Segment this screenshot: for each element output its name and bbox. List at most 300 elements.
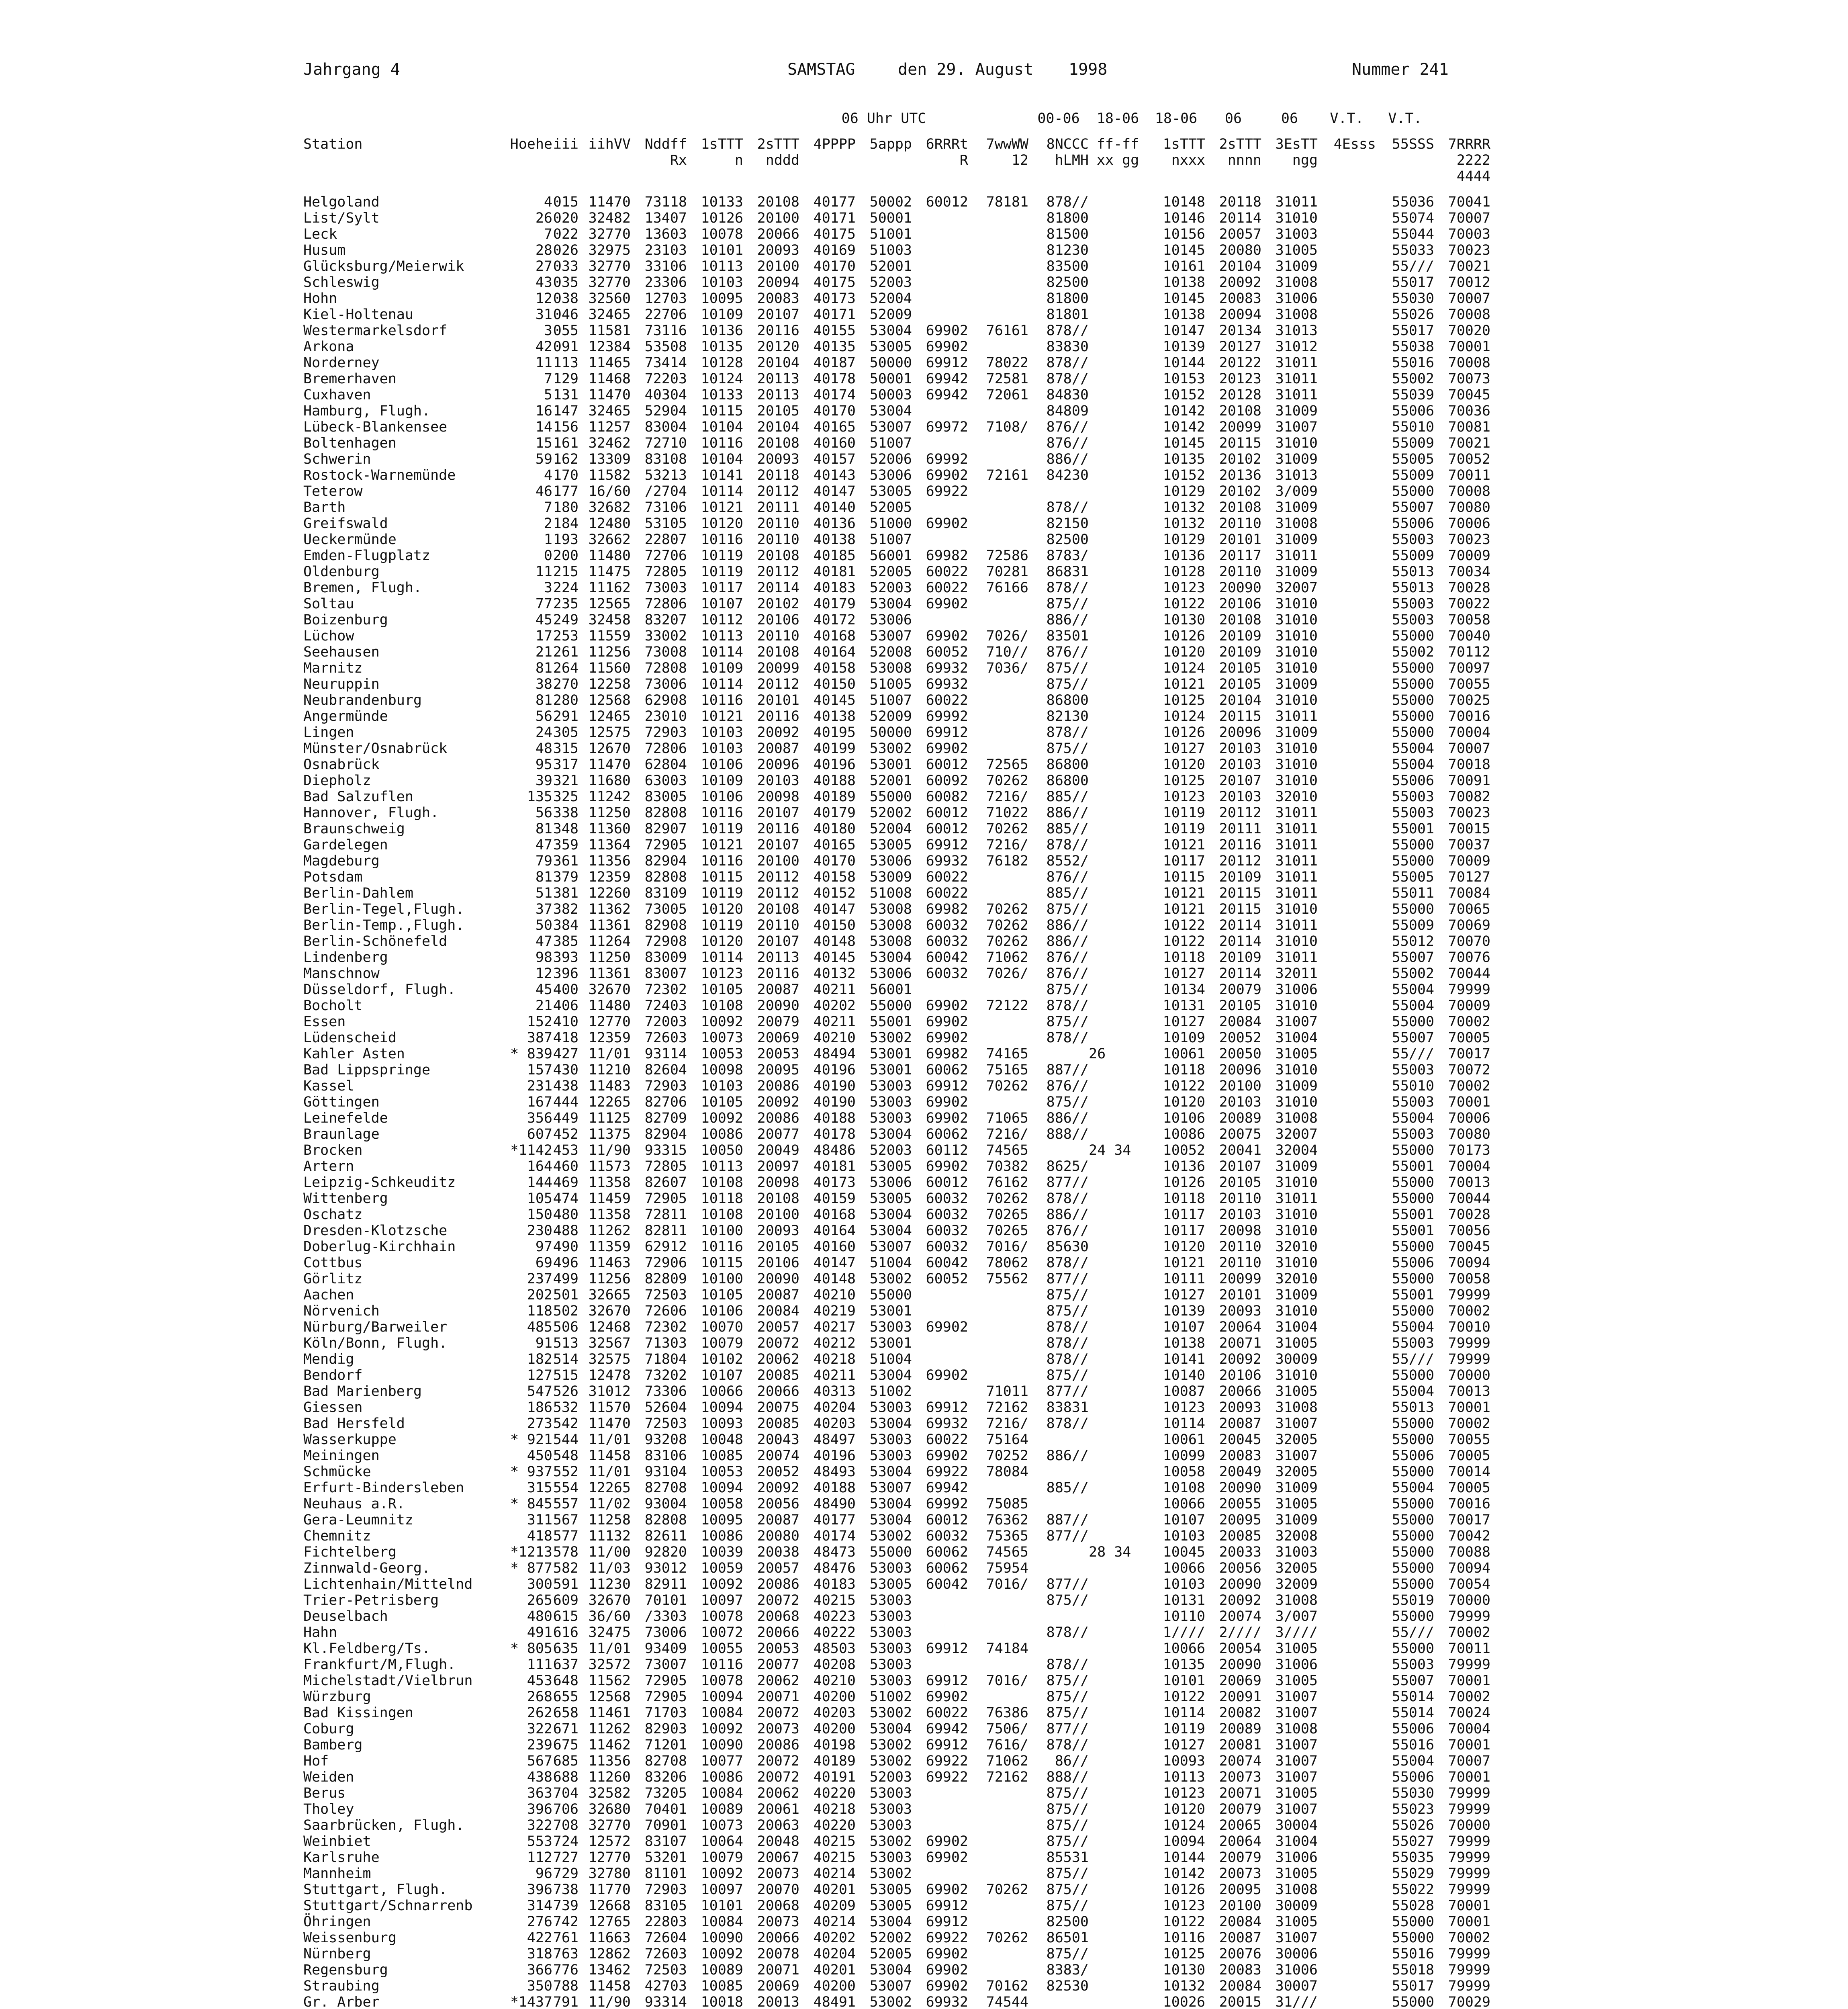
cell-clouds: 86800 [1046,692,1089,708]
cell-t1: 10106 [701,789,743,805]
cell-tmin: 20101 [1219,532,1261,548]
cell-clouds: 86501 [1046,1930,1089,1946]
cell-precip: 70028 [1448,580,1490,596]
cell-t1: 10141 [701,467,743,483]
cell-clouds: 885// [1046,885,1089,901]
cell-clouds: 876// [1046,966,1089,982]
cell-nddff: 73205 [644,1785,687,1801]
cell-rain: 69972 [926,419,968,435]
cell-rain: 69902 [926,1158,968,1174]
cell-tendency: 53005 [869,1898,912,1914]
cell-hoehe: 314 [527,1898,552,1914]
cell-iihvv: 32465 [588,403,631,419]
cell-hoehe: 311 [527,1512,552,1528]
cell-iii: 270 [553,676,579,692]
cell-clouds: 877// [1046,1271,1089,1287]
cell-hoehe: 15 [535,435,552,451]
cell-nddff: 93114 [644,1046,687,1062]
cell-t1: 10058 [701,1496,743,1512]
table-row [303,1158,1490,1174]
cell-rain: 69922 [926,1769,968,1785]
cell-iii: 035 [553,274,579,291]
cell-precip: 70004 [1448,1721,1490,1737]
cell-tmax: 10120 [1163,644,1205,660]
cell-iii: 460 [553,1158,579,1174]
cell-tmax: 10139 [1163,339,1205,355]
cell-weather: 72565 [986,757,1028,773]
cell-tmin: 20095 [1219,1882,1261,1898]
cell-t2: 20077 [757,1657,799,1673]
cell-sunshine: 55006 [1392,1448,1434,1464]
cell-weather [968,1608,1028,1624]
cell-tendency: 53001 [869,1046,912,1062]
cell-iii: 502 [553,1303,579,1319]
cell-precip: 70000 [1448,1592,1490,1608]
table-row [303,1062,1490,1078]
cell-precip: 79999 [1448,1849,1490,1866]
station-name: Hof [303,1753,329,1769]
cell-clouds: 875// [1046,901,1089,917]
cell-iihvv: 11559 [588,628,631,644]
cell-t2: 20038 [757,1544,799,1560]
station-cell [303,1833,506,1849]
cell-sunshine: 55003 [1392,532,1434,548]
cell-clouds: 84830 [1046,387,1089,403]
cell-ground: 31010 [1275,998,1318,1014]
cell-hoehe: 42 [535,339,552,355]
cell-tmax: 10153 [1163,371,1205,387]
table-row [303,1223,1490,1239]
table-row [303,982,1490,998]
cell-sunshine: 55017 [1392,274,1434,291]
cell-t2: 20106 [757,1255,799,1271]
cell-ground: 31011 [1275,355,1318,371]
cell-iii: 658 [553,1705,579,1721]
cell-tendency: 52008 [869,644,912,660]
cell-hoehe: 79 [535,853,552,869]
cell-rain [912,1866,968,1882]
cell-gust [1089,1399,1147,1416]
cell-pressure: 40171 [813,307,856,323]
cell-hoehe: 91 [535,1335,552,1351]
cell-ground: 31010 [1275,692,1318,708]
cell-nddff: 73003 [644,580,687,596]
cell-tmin: 20064 [1219,1833,1261,1849]
cell-precip: 70001 [1448,1673,1490,1689]
station-name: Wasserkuppe [303,1432,397,1448]
cell-nddff: 53105 [644,516,687,532]
cell-t1: 10095 [701,291,743,307]
cell-ground: 31007 [1275,1737,1318,1753]
cell-t2: 20078 [757,1946,799,1962]
cell-tendency: 53003 [869,1448,912,1464]
cell-ground: 31009 [1275,451,1318,467]
cell-nddff: 82904 [644,853,687,869]
cell-snow [1318,982,1376,998]
cell-tendency: 53003 [869,1078,912,1094]
cell-gust [1089,1207,1147,1223]
cell-clouds: 81800 [1046,210,1089,226]
cell-gust [1089,853,1147,869]
cell-ground: 31007 [1275,1689,1318,1705]
cell-ground: 31005 [1275,1673,1318,1689]
station-cell [303,966,506,982]
cell-t1: 10084 [701,1914,743,1930]
cell-t1: 10112 [701,612,743,628]
cell-weather: 70262 [986,933,1028,949]
cell-tmax: 10045 [1163,1544,1205,1560]
table-row [303,1207,1490,1223]
cell-precip: 70058 [1448,612,1490,628]
cell-clouds: 83501 [1046,628,1089,644]
cell-tmin: 20107 [1219,773,1261,789]
cell-t2: 20108 [757,548,799,564]
cell-tendency: 52004 [869,291,912,307]
station-cell [303,757,506,773]
cell-rain: 69942 [926,371,968,387]
col-t2: 2sTTT [757,136,799,152]
cell-precip: 70072 [1448,1062,1490,1078]
cell-snow [1318,1641,1376,1657]
cell-sunshine: 55000 [1392,628,1434,644]
cell-iii: 026 [553,242,579,258]
cell-snow [1318,1898,1376,1914]
cell-iii: 727 [553,1849,579,1866]
station-name: Ueckermünde [303,532,397,548]
cell-rain: 60022 [926,885,968,901]
cell-tmax: 10122 [1163,933,1205,949]
cell-clouds: 886// [1046,451,1089,467]
cell-precip: 70076 [1448,949,1490,966]
cell-gust [1089,982,1147,998]
cell-iii: 616 [553,1624,579,1641]
cell-t1: 10123 [701,966,743,982]
cell-hoehe: 1142 [518,1142,552,1158]
cell-gust [1089,917,1147,933]
cell-tmin: 20056 [1219,1560,1261,1576]
cell-clouds: 875// [1046,1287,1089,1303]
cell-precip: 70016 [1448,1496,1490,1512]
cell-iii: 384 [553,917,579,933]
cell-ground: 31008 [1275,274,1318,291]
cell-tmin: 20110 [1219,1239,1261,1255]
cell-precip: 79999 [1448,1946,1490,1962]
cell-hoehe: 12 [535,291,552,307]
cell-weather [968,1319,1028,1335]
cell-ground: 32008 [1275,1528,1318,1544]
cell-weather [968,532,1028,548]
cell-snow [1318,194,1376,210]
cell-t2: 20094 [757,274,799,291]
cell-tmin: 20103 [1219,741,1261,757]
cell-weather: 71011 [986,1383,1028,1399]
cell-clouds: 878// [1046,1624,1089,1641]
cell-clouds [1028,1994,1089,2009]
cell-tmin: 20111 [1219,821,1261,837]
cell-snow [1318,1576,1376,1592]
cell-t1: 10109 [701,773,743,789]
cell-snow [1318,917,1376,933]
cell-snow [1318,1399,1376,1416]
cell-tmin: 20098 [1219,1223,1261,1239]
cell-t1: 10116 [701,805,743,821]
cell-clouds [1028,1641,1089,1657]
cell-pressure: 40188 [813,773,856,789]
cell-pressure: 40201 [813,1962,856,1978]
cell-tmin: 20090 [1219,580,1261,596]
cell-hoehe: 81 [535,692,552,708]
cell-iihvv: 11/90 [588,1142,631,1158]
cell-tmax: 10136 [1163,1158,1205,1174]
station-cell [303,258,506,274]
cell-nddff: 62908 [644,692,687,708]
cell-tmin: 20089 [1219,1721,1261,1737]
cell-snow [1318,1689,1376,1705]
cell-sunshine: 55035 [1392,1849,1434,1866]
col-ground: 3EsTT [1275,136,1318,152]
table-row [303,998,1490,1014]
cell-tmax: 10123 [1163,1898,1205,1914]
cell-tmax: 10126 [1163,1882,1205,1898]
cell-tendency: 53005 [869,837,912,853]
cell-snow [1318,532,1376,548]
cell-snow [1318,998,1376,1014]
station-name: Marnitz [303,660,363,676]
cell-iihvv: 13462 [588,1962,631,1978]
cell-gust [1089,580,1147,596]
cell-t1: 10128 [701,355,743,371]
cell-pressure: 40181 [813,1158,856,1174]
cell-weather: 7016/ [986,1576,1028,1592]
cell-tmax: 10131 [1163,998,1205,1014]
cell-pressure: 40160 [813,435,856,451]
cell-iihvv: 32975 [588,242,631,258]
cell-hoehe: 96 [535,1866,552,1882]
cell-t2: 20110 [757,532,799,548]
cell-sunshine: 55022 [1392,1882,1434,1898]
cell-tmin: 20084 [1219,1978,1261,1994]
cell-nddff: 63003 [644,773,687,789]
cell-hoehe: 485 [527,1319,552,1335]
cell-pressure: 40152 [813,885,856,901]
cell-tendency: 53004 [869,1721,912,1737]
cell-tmax: 10142 [1163,419,1205,435]
cell-clouds: 875// [1046,1898,1089,1914]
cell-tendency: 53003 [869,1094,912,1110]
cell-iihvv: 12575 [588,724,631,741]
station-cell [303,933,506,949]
cell-t1: 10073 [701,1030,743,1046]
station-name: Münster/Osnabrück [303,741,448,757]
cell-hoehe: 24 [535,724,552,741]
cell-hoehe: 157 [527,1062,552,1078]
station-name: Osnabrück [303,757,380,773]
cell-iihvv: 11483 [588,1078,631,1094]
cell-tmin: 20041 [1219,1142,1261,1158]
cell-sunshine: 55007 [1392,499,1434,516]
cell-clouds: 878// [1046,1416,1089,1432]
table-row [303,1078,1490,1094]
cell-snow [1318,805,1376,821]
cell-iihvv: 32572 [588,1657,631,1673]
station-name: Diepholz [303,773,371,789]
table-row [303,1592,1490,1608]
cell-nddff: 83109 [644,885,687,901]
station-name: Neubrandenburg [303,692,422,708]
cell-ground: 31006 [1275,291,1318,307]
cell-iihvv: 11264 [588,933,631,949]
cell-snow [1318,1303,1376,1319]
cell-nddff: 93315 [644,1142,687,1158]
table-row [303,1560,1490,1576]
cell-tmax: 10061 [1163,1046,1205,1062]
cell-snow [1318,1335,1376,1351]
cell-precip: 70036 [1448,403,1490,419]
cell-iii: 393 [553,949,579,966]
cell-tmin: 20103 [1219,1207,1261,1223]
cell-pressure: 40211 [813,982,856,998]
table-row [303,1191,1490,1207]
station-cell [303,869,506,885]
cell-iii: 615 [553,1608,579,1624]
cell-tendency: 56001 [869,548,912,564]
mountain-station-marker: * [510,1560,519,1576]
station-cell [303,403,506,419]
cell-nddff: 33106 [644,258,687,274]
cell-hoehe: 480 [527,1608,552,1624]
cell-pressure: 40211 [813,1367,856,1383]
cell-tmax: 10136 [1163,548,1205,564]
cell-weather: 71022 [986,805,1028,821]
cell-ground: 31005 [1275,1641,1318,1657]
cell-precip: 70021 [1448,435,1490,451]
cell-gust [1089,1030,1147,1046]
cell-precip: 70070 [1448,933,1490,949]
cell-t2: 20057 [757,1560,799,1576]
cell-t2: 20106 [757,612,799,628]
table-row [303,1367,1490,1383]
table-row [303,773,1490,789]
cell-iii: 685 [553,1753,579,1769]
station-name: Manschnow [303,966,380,982]
cell-rain: 69902 [926,1319,968,1335]
cell-rain: 60032 [926,1239,968,1255]
cell-iii: 020 [553,210,579,226]
cell-t1: 10108 [701,1174,743,1191]
mountain-station-marker: * [510,1432,519,1448]
col-nddff-sub: Rx [670,152,687,168]
cell-sunshine: 55004 [1392,982,1434,998]
cell-tendency: 53002 [869,1866,912,1882]
table-row [303,1544,1490,1560]
cell-rain: 69992 [926,1496,968,1512]
cell-snow [1318,612,1376,628]
cell-iihvv: 12258 [588,676,631,692]
cell-rain: 60082 [926,789,968,805]
cell-t2: 20013 [757,1994,799,2009]
cell-snow [1318,1657,1376,1673]
cell-nddff: 52904 [644,403,687,419]
cell-t1: 10050 [701,1142,743,1158]
cell-iii: 577 [553,1528,579,1544]
cell-precip: 79999 [1448,982,1490,998]
cell-tendency: 53009 [869,869,912,885]
cell-tmin: 20083 [1219,1962,1261,1978]
cell-sunshine: 55000 [1392,1496,1434,1512]
cell-ground: 31004 [1275,1833,1318,1849]
cell-t2: 20063 [757,1817,799,1833]
cell-precip: 70004 [1448,1158,1490,1174]
cell-tmin: 20096 [1219,724,1261,741]
cell-iii: 161 [553,435,579,451]
table-row [303,949,1490,966]
cell-nddff: 73006 [644,676,687,692]
cell-precip: 79999 [1448,1608,1490,1624]
cell-gust [1089,998,1147,1014]
cell-nddff: 23103 [644,242,687,258]
cell-iihvv: 11470 [588,194,631,210]
cell-iii: 763 [553,1946,579,1962]
cell-tmax: 10114 [1163,1705,1205,1721]
cell-clouds: 85630 [1046,1239,1089,1255]
cell-t2: 20092 [757,1480,799,1496]
cell-pressure: 40138 [813,532,856,548]
cell-iii: 514 [553,1351,579,1367]
cell-t2: 20087 [757,741,799,757]
cell-iihvv: 11356 [588,853,631,869]
cell-rain [912,403,968,419]
cell-weather [968,1014,1028,1030]
cell-ground: 32007 [1275,1126,1318,1142]
station-cell [303,901,506,917]
station-cell [303,1351,506,1367]
cell-nddff: 40304 [644,387,687,403]
cell-ground: 31010 [1275,757,1318,773]
station-name: Straubing [303,1978,380,1994]
cell-t1: 10120 [701,901,743,917]
cell-sunshine: 55005 [1392,451,1434,467]
cell-tmin: 20108 [1219,403,1261,419]
table-row [303,323,1490,339]
station-cell [303,323,506,339]
station-name: Mendig [303,1351,354,1367]
cell-iii: 410 [553,1014,579,1030]
cell-t2: 20061 [757,1801,799,1817]
cell-gust [1089,1383,1147,1399]
cell-snow [1318,355,1376,371]
cell-tmin: 20128 [1219,387,1261,403]
cell-precip: 70112 [1448,644,1490,660]
cell-weather: 72581 [986,371,1028,387]
cell-clouds: 876// [1046,1223,1089,1239]
cell-precip: 79999 [1448,1335,1490,1351]
cell-precip: 70173 [1448,1142,1490,1158]
cell-ground: 31010 [1275,660,1318,676]
col-pressure: 4PPPP [813,136,856,152]
cell-weather [968,692,1028,708]
cell-pressure: 40191 [813,1769,856,1785]
cell-ground: 31013 [1275,323,1318,339]
cell-t1: 10059 [701,1560,743,1576]
cell-nddff: 12703 [644,291,687,307]
cell-iii: 637 [553,1657,579,1673]
cell-rain [912,274,968,291]
cell-snow [1318,1287,1376,1303]
cell-iihvv: 12770 [588,1849,631,1866]
cell-tmax: 10103 [1163,1528,1205,1544]
cell-snow [1318,1673,1376,1689]
cell-clouds: 887// [1046,1062,1089,1078]
